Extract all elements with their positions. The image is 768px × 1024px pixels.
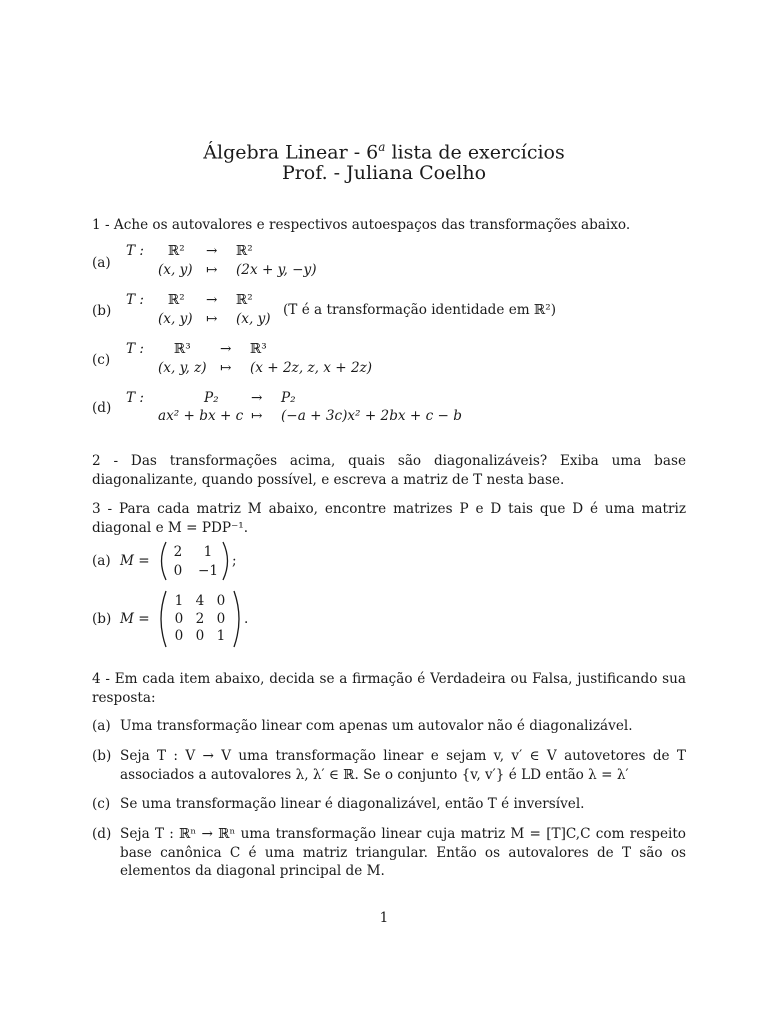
map-name: T : <box>126 292 144 308</box>
codomain: ℝ² <box>236 243 253 259</box>
right-paren <box>232 590 244 648</box>
map-name: T : <box>126 243 144 259</box>
question-3-statement: 3 - Para cada matriz M abaixo, encontre matrizes P e D tais que D é uma matriz diagonal e M = PDP⁻¹. <box>92 501 686 536</box>
page-number: 1 <box>379 910 389 926</box>
domain: ℝ³ <box>174 341 191 357</box>
matrix-cell: 2 <box>195 611 205 627</box>
arrow: → <box>206 292 218 308</box>
matrix-lhs: M = <box>120 553 150 569</box>
matrix-cell: 1 <box>216 628 226 644</box>
matrix-cell: 1 <box>174 593 184 609</box>
image-polynomial: (−a + 3c)x² + 2bx + c − b <box>281 408 462 424</box>
document-subtitle: Prof. - Juliana Coelho <box>281 162 487 184</box>
matrix-cell: 4 <box>195 593 205 609</box>
matrix-cell: 1 <box>203 544 213 560</box>
input-vector: (x, y) <box>158 311 193 327</box>
item-label: (c) <box>92 796 111 812</box>
question-1-statement: 1 - Ache os autovalores e respectivos autoespaços das transformações abaixo. <box>92 217 631 233</box>
arrow: → <box>206 243 218 259</box>
matrix-cell: 2 <box>173 544 183 560</box>
item-label: (b) <box>92 611 112 627</box>
note: (T é a transformação identidade em ℝ²) <box>283 302 557 318</box>
left-paren <box>156 590 168 648</box>
item-label: (c) <box>92 352 111 368</box>
codomain: ℝ² <box>236 292 253 308</box>
map-name: T : <box>126 341 144 357</box>
matrix-cell: 0 <box>195 628 205 644</box>
image-vector: (x + 2z, z, x + 2z) <box>250 360 373 376</box>
arrow: → <box>220 341 232 357</box>
input-vector: (x, y, z) <box>158 360 207 376</box>
item-label: (b) <box>92 303 112 319</box>
matrix-cell: 0 <box>216 593 226 609</box>
codomain: P₂ <box>281 390 296 406</box>
map-name: T : <box>126 390 144 406</box>
image-vector: (x, y) <box>236 311 271 327</box>
matrix-cell: 0 <box>174 628 184 644</box>
item-label: (a) <box>92 718 111 734</box>
item-label: (b) <box>92 748 112 764</box>
document-title: Álgebra Linear - 6$^a$ lista de exercícios <box>203 140 565 164</box>
matrix-cell: 0 <box>173 563 183 579</box>
matrix-cell: 0 <box>174 611 184 627</box>
arrow: → <box>251 390 263 406</box>
item-text: Se uma transformação linear é diagonalizável, então T é inversível. <box>120 796 585 812</box>
question-2-statement: 2 - Das transformações acima, quais são diagonalizáveis? Exiba uma base diagonalizante, quando possível, e escreva a matriz de T nesta base. <box>92 453 686 488</box>
mapsto: ↦ <box>206 311 218 327</box>
question-4-statement: 4 - Em cada item abaixo, decida se a firmação é Verdadeira ou Falsa, justificando sua resposta: <box>92 671 686 706</box>
matrix-trail: ; <box>232 553 237 569</box>
domain: ℝ² <box>168 292 185 308</box>
item-label: (d) <box>92 826 112 842</box>
mapsto: ↦ <box>220 360 232 376</box>
domain: ℝ² <box>168 243 185 259</box>
domain: P₂ <box>204 390 219 406</box>
matrix-cell: −1 <box>197 563 219 579</box>
item-text: Seja T : V → V uma transformação linear e sejam v, v′ ∈ V autovetores de T associados a autovalores λ, λ′ ∈ ℝ. Se o conjunto {v, v′} é LD então λ = λ′ <box>120 748 686 783</box>
mapsto: ↦ <box>206 262 218 278</box>
item-text: Seja T : ℝⁿ → ℝⁿ uma transformação linear cuja matriz M = [T]C,C com respeito base canônica C é uma matriz triangular. Então os autovalores de T são os elementos da diagonal principal de M. <box>120 826 686 879</box>
item-text: Uma transformação linear com apenas um autovalor não é diagonalizável. <box>120 718 633 734</box>
codomain: ℝ³ <box>250 341 267 357</box>
input-vector: (x, y) <box>158 262 193 278</box>
mapsto: ↦ <box>251 408 263 424</box>
matrix-lhs: M = <box>120 611 150 627</box>
image-vector: (2x + y, −y) <box>236 262 317 278</box>
item-label: (d) <box>92 400 112 416</box>
item-label: (a) <box>92 553 111 569</box>
matrix-cell: 0 <box>216 611 226 627</box>
matrix-trail: . <box>244 611 249 627</box>
input-polynomial: ax² + bx + c <box>158 408 244 424</box>
item-label: (a) <box>92 255 111 271</box>
